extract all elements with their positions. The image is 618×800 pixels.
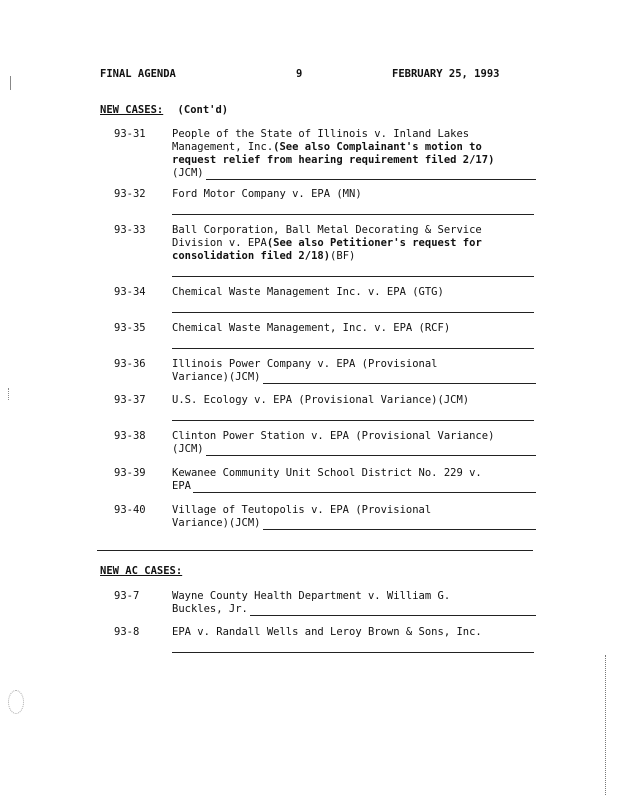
case-line: People of the State of Illinois v. Inland Lakes (172, 128, 470, 140)
new-ac-cases-heading (100, 565, 182, 577)
case-line: Ford Motor Company v. EPA (MN) (172, 188, 362, 200)
case-description (172, 322, 536, 349)
case-description (172, 358, 536, 384)
scan-mark (8, 690, 24, 714)
scan-mark (10, 76, 17, 90)
case-number: 93-40 (114, 504, 146, 516)
new-ac-cases-title: NEW AC CASES: (100, 565, 183, 577)
case-number: 93-35 (114, 322, 146, 334)
signature-line (263, 520, 536, 530)
case-line: Chemical Waste Management Inc. v. EPA (GTG) (172, 286, 444, 298)
scan-mark (8, 388, 15, 400)
case-number: 93-34 (114, 286, 146, 298)
case-line-signoff: (JCM) (172, 167, 536, 180)
case-line: Village of Teutopolis v. EPA (Provisional (172, 504, 432, 516)
signature-line (172, 201, 534, 215)
new-cases-heading (100, 104, 228, 116)
case-line-signoff: EPA (172, 480, 536, 493)
signature-line (172, 299, 534, 313)
case-line: Wayne County Health Department v. William G. (172, 590, 451, 602)
case-description (172, 590, 536, 616)
case-description (172, 430, 536, 456)
case-number: 93-8 (114, 626, 140, 638)
case-number: 93-32 (114, 188, 146, 200)
case-number: 93-38 (114, 430, 146, 442)
signature-line (172, 335, 534, 349)
header-date: FEBRUARY 25, 1993 (392, 68, 500, 80)
page-number: 9 (296, 68, 303, 80)
section-divider (97, 550, 533, 551)
case-description (172, 504, 536, 530)
signature-line (206, 446, 536, 456)
signature-line (172, 263, 534, 277)
case-line: consolidation filed 2/18) (BF) (172, 250, 356, 262)
signature-line (193, 483, 536, 493)
case-line-signoff: Variance)(JCM) (172, 517, 536, 530)
case-description (172, 286, 536, 313)
new-cases-title: NEW CASES: (100, 104, 164, 116)
signature-line (206, 170, 536, 180)
case-description (172, 626, 536, 653)
case-description (172, 467, 536, 493)
case-description (172, 128, 536, 180)
case-line: Kewanee Community Unit School District No. 229 v. (172, 467, 482, 479)
case-number: 93-31 (114, 128, 146, 140)
case-number: 93-7 (114, 590, 140, 602)
case-description (172, 224, 536, 277)
new-cases-cont: (Cont'd) (177, 104, 229, 116)
case-line: Clinton Power Station v. EPA (Provisional Variance) (172, 430, 495, 442)
case-description (172, 188, 536, 215)
scan-edge-line (605, 655, 606, 795)
case-line: EPA v. Randall Wells and Leroy Brown & Sons, Inc. (172, 626, 482, 638)
case-line: Management, Inc. (See also Complainant's motion to (172, 141, 482, 153)
case-line: Illinois Power Company v. EPA (Provisional (172, 358, 438, 370)
header-title: FINAL AGENDA (100, 68, 176, 80)
case-line: Chemical Waste Management, Inc. v. EPA (RCF) (172, 322, 451, 334)
signature-line (263, 374, 536, 384)
case-line-signoff: Buckles, Jr. (172, 603, 536, 616)
signature-line (172, 407, 534, 421)
signature-line (250, 606, 536, 616)
case-line: Ball Corporation, Ball Metal Decorating & Service (172, 224, 482, 236)
case-line: Division v. EPA (See also Petitioner's request for (172, 237, 482, 249)
case-number: 93-39 (114, 467, 146, 479)
signature-line (172, 639, 534, 653)
case-line-signoff: Variance)(JCM) (172, 371, 536, 384)
case-number: 93-37 (114, 394, 146, 406)
case-line: U.S. Ecology v. EPA (Provisional Variance)(JCM) (172, 394, 470, 406)
case-line: request relief from hearing requirement filed 2/17) (172, 154, 495, 166)
case-description (172, 394, 536, 421)
case-line-signoff: (JCM) (172, 443, 536, 456)
case-number: 93-36 (114, 358, 146, 370)
case-number: 93-33 (114, 224, 146, 236)
